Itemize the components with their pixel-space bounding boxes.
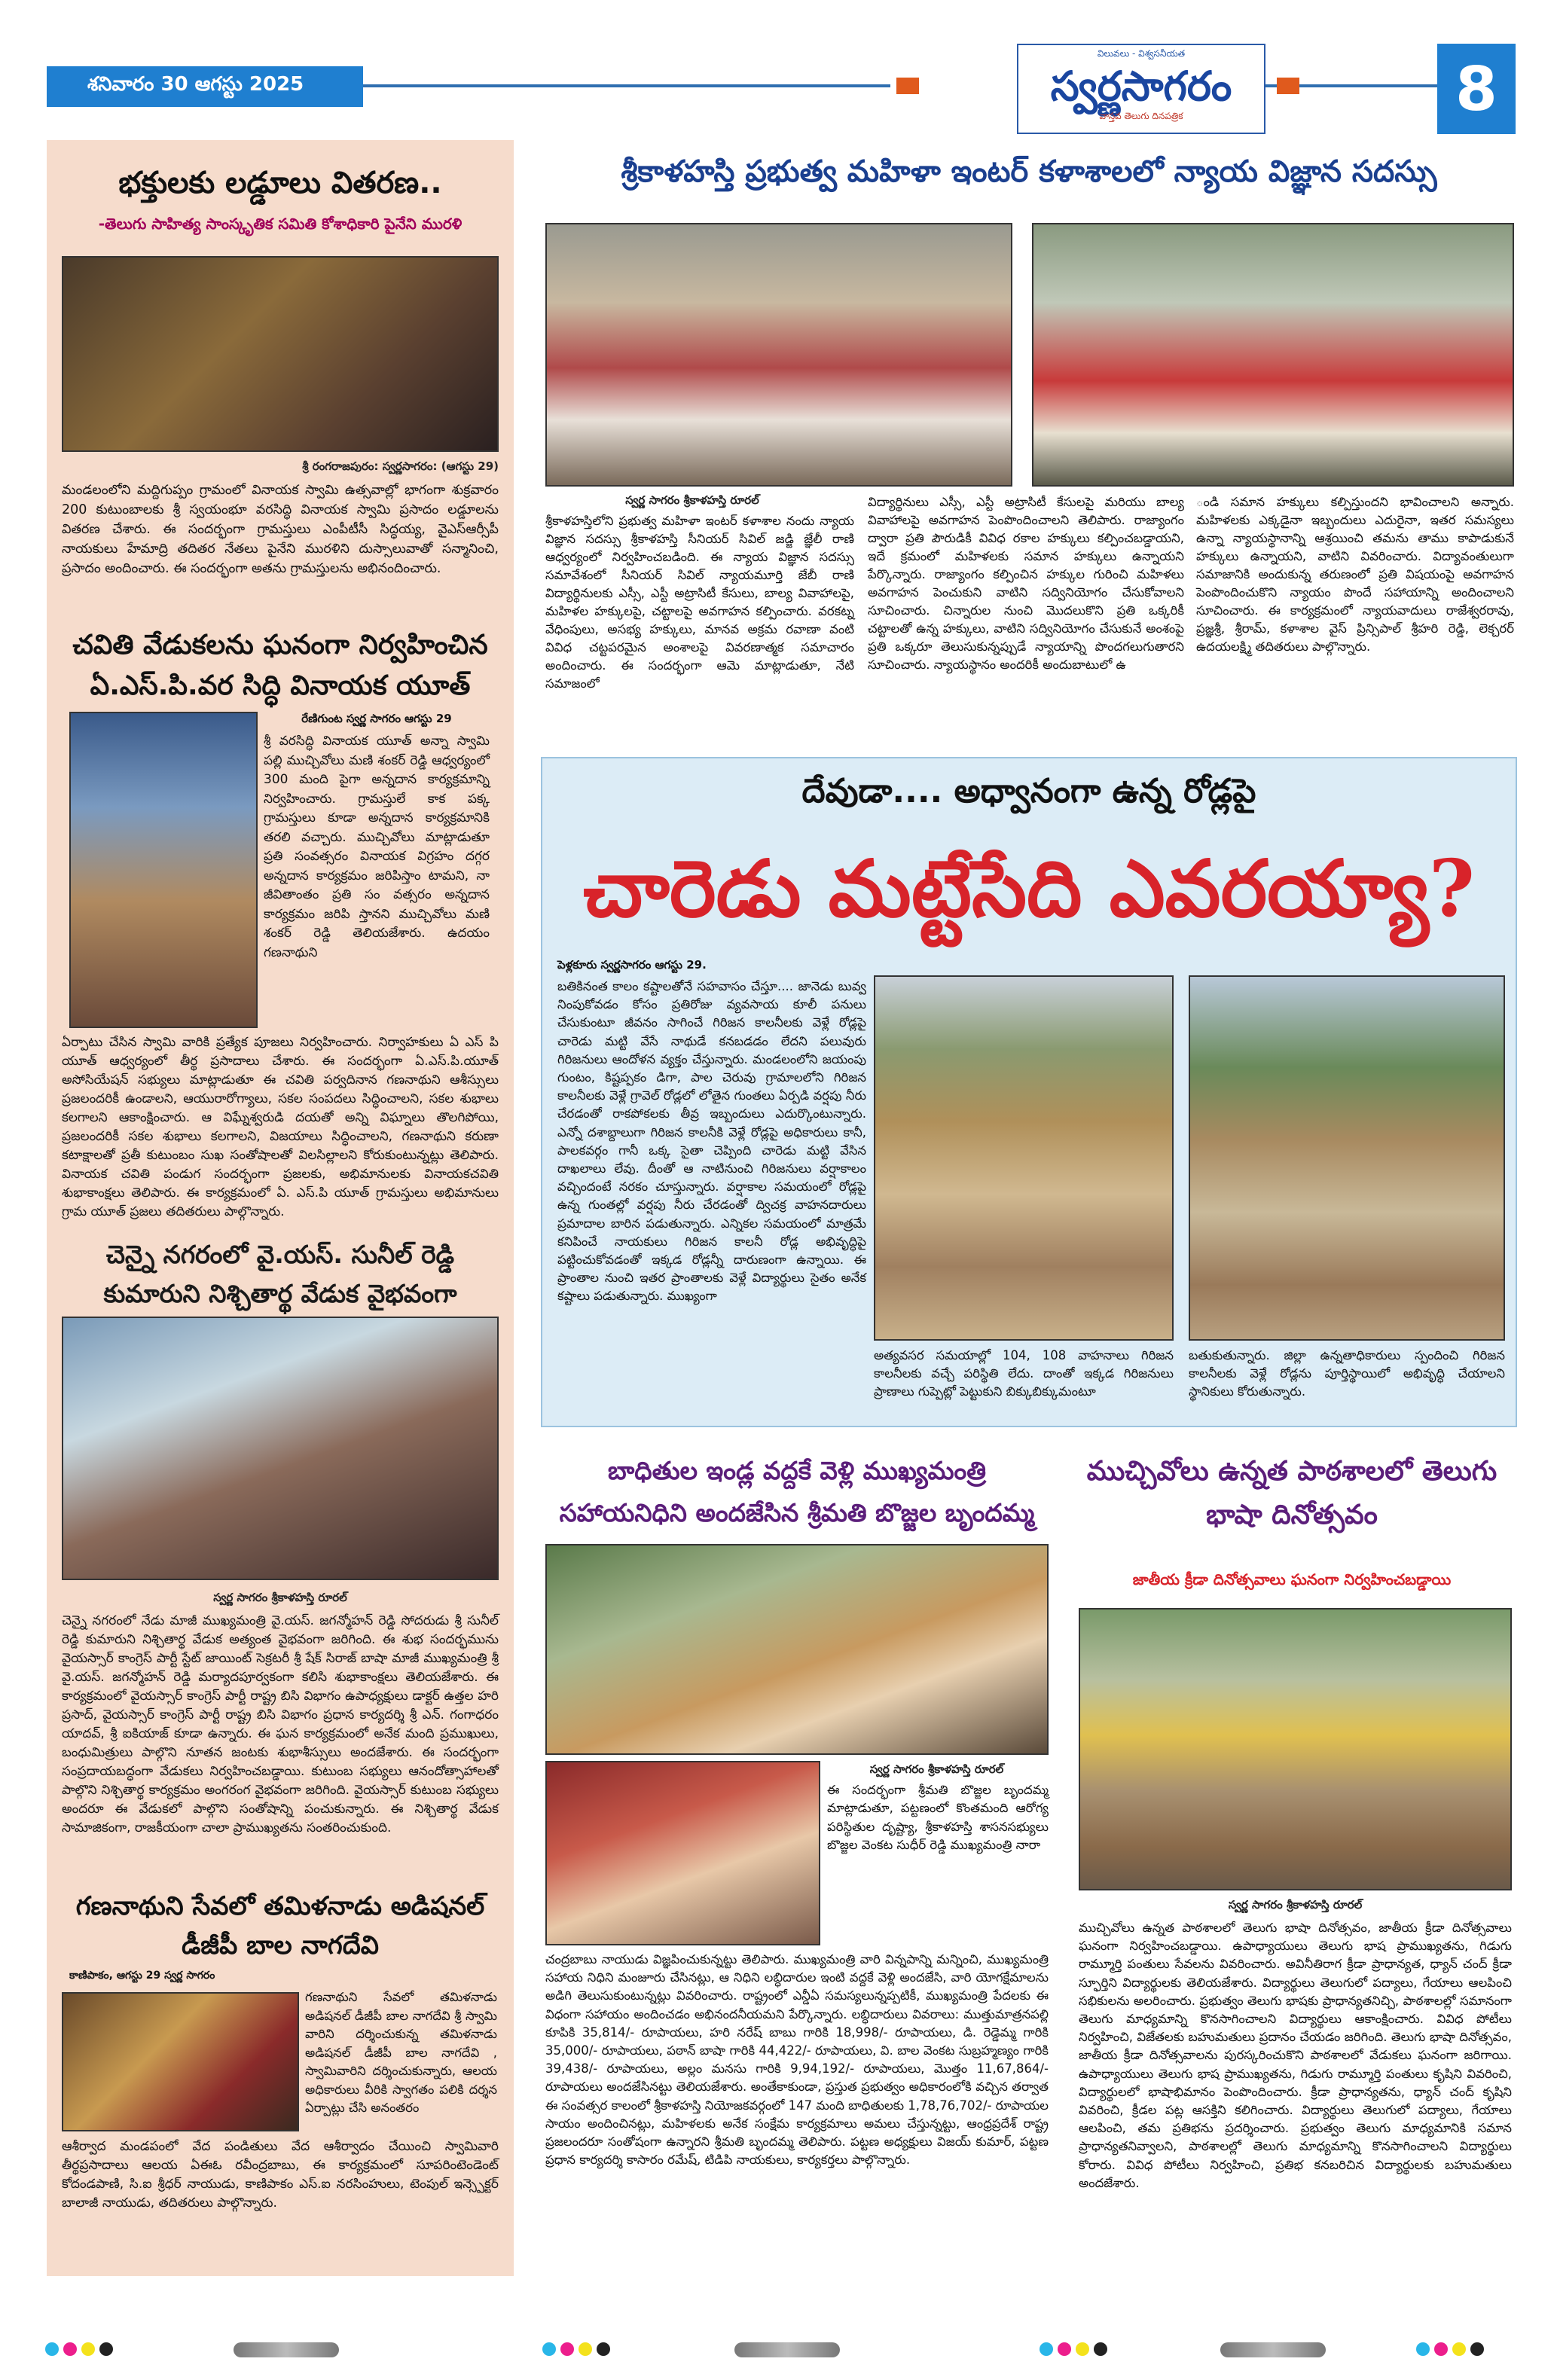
laddu-subhead: -తెలుగు సాహిత్య సాంస్కృతిక సమితి కోశాధికారి పైనేని మురళి bbox=[98, 215, 463, 233]
issue-date: శనివారం 30 ఆగస్టు 2025 bbox=[87, 73, 304, 96]
laddu-headline: భక్తులకు లడ్డూలు వితరణ.. bbox=[118, 166, 442, 200]
chavithi-photo-collage bbox=[69, 712, 258, 1028]
cmyk-dots-2 bbox=[542, 2342, 615, 2359]
laddu-dateline: శ్రీ రంగరాజపురం: స్వర్ణసాగరం: (ఆగస్టు 29) bbox=[302, 459, 499, 473]
chavithi-headline: చవితి వేడుకలను ఘనంగా నిర్వహించిన ఏ.ఎస్.పి.వర సిద్ధి వినాయక యూత్ bbox=[72, 630, 488, 701]
header-rule-left bbox=[363, 84, 890, 87]
telugu-subhead: జాతీయ క్రీడా దినోత్సవాలు ఘనంగా నిర్వహించబడ్డాయి bbox=[1132, 1570, 1452, 1588]
telugu-photo bbox=[1079, 1608, 1512, 1890]
grey-bar-1 bbox=[234, 2342, 339, 2357]
sunil-headline: చెన్నై నగరంలో వై.యస్. సునీల్ రెడ్డి కుమారుని నిశ్చితార్థ వేడుక వైభవంగా bbox=[103, 1240, 457, 1308]
bojjala-caption: స్వర్ణ సాగరం శ్రీకాళహస్తి రూరల్ bbox=[869, 1762, 1004, 1776]
bojjala-body: చంద్రబాబు నాయుడు విజ్ఞపించుకున్నట్టు తెలిపారు. ముఖ్యమంత్రి వారి విన్నపాన్ని మన్నించి, ముఖ్యమంత్రి సహాయ నిధిని మంజూరు చేసినట్లు, ఆ నిధిని లబ్ధిదారుల ఇంటి వద్దకే వెళ్లి అందజేసి, వారి యోగక్షేమాలను అడిగి తెలుసుకుంటున్నట్లు వివరించారు. రాష్ట్రంలో ఎన్డీఏ సమస్యలున్నప్పటికీ, ముఖ్యమంత్రి పేదలకు ఈ విధంగా సహాయం అందించడం అభినందనీయమని పేర్కొన్నారు. లబ్ధిదారులు వివరాలు: ముత్తుమాత్రనపల్లి కూపికి 35,814/- రూపాయలు, హరి నరేష్ బాబు గారికి 18,998/- రూపాయలు, డి. రెడ్డెమ్మ గారికి 35,000/- రూపాయలు, పఠాన్ బాషా గారికి 44,422/- రూపాయలు, వి. బాల వెంకట సుబ్రహ్మణ్యం గారికి 39,438/- రూపాయలు, అల్లం మనసు గారికి 9,94,192/- రూపాయలు, మొత్తం 11,67,864/- రూపాయలు అందజేసినట్టు తెలియజేశారు. అంతేకాకుండా, ప్రస్తుత ప్రభుత్వం అధికారంలోకి వచ్చిన తర్వాత ఈ సంవత్సర కాలంలో శ్రీకాళహస్తి నియోజకవర్గంలో 147 మంది బాధితులకు 1,78,76,702/- రూపాయల సాయం అందించినట్లు, మహిళలకు అనేక సంక్షేమ కార్యక్రమాలు అమలు చేస్తున్నట్టు, ఆంధ్రప్రదేశ్ రాష్ట్ర ప్రజలందరూ సంతోషంగా ఉన్నారని శ్రీమతి బృందమ్మ తెలిపారు. పట్టణ అధ్యక్షులు విజయ్ కుమార్, పట్టణ ప్రధాన కార్యదర్శి కాసారం రమేష్, టిడిపి నాయకులు, కార్యకర్తలు పాల్గొన్నారు. bbox=[545, 1952, 1049, 2168]
nyaya-photo-right bbox=[1032, 223, 1514, 487]
masthead-logo bbox=[1017, 44, 1265, 134]
sunil-photo bbox=[62, 1317, 499, 1580]
ganadhuni-photo bbox=[62, 1992, 299, 2131]
roads-dateline: పెళ్లకూరు స్వర్ణసాగరం ఆగస్టు 29. bbox=[557, 958, 707, 972]
print-registration-strip bbox=[0, 2335, 1557, 2365]
bojjala-body-side: ఈ సందర్భంగా శ్రీమతి బొజ్జల బృందమ్మ మాట్లాడుతూ, పట్టణంలో కొంతమంది ఆరోగ్య పరిస్థితుల దృష్ట్యా, శ్రీకాళహస్తి శాసనసభ్యులు బొజ్జల వెంకట సుధీర్ రెడ్డి ముఖ్యమంత్రి నారా bbox=[827, 1783, 1049, 1853]
telugu-caption: స్వర్ణ సాగరం శ్రీకాళహస్తి రూరల్ bbox=[1228, 1898, 1363, 1912]
chavithi-body: ఏర్పాటు చేసిన స్వామి వారికి ప్రత్యేక పూజలు నిర్వహించారు. నిర్వాహకులు ఏ ఎస్ పి యూత్ ఆధ్వర్యంలో తీర్థ ప్రసాదాలు చేశారు. ఈ సందర్భంగా ఏ.ఎస్.పి.యూత్ అసోసియేషన్ సభ్యులు మాట్లాడుతూ ఈ చవితి పర్వదినాన గణనాథుని ఆశీస్సులు ప్రజలందరికీ ఉండాలని, ఆయురారోగ్యాలు, సకల సంపదలు సిద్ధించాలని, సకల శుభాలు కలగాలని ఆకాంక్షించారు. ఆ విఘ్నేశ్వరుడి దయతో అన్ని విఘ్నాలు తొలగిపోయి, ప్రజలందరికీ సకల శుభాలు కలగాలని, విజయాలు సిద్ధించాలని, గణనాథుని కరుణా కటాక్షాలతో ప్రతీ కుటుంబం సుఖ సంతోషాలతో విలసిల్లాలని కోరుకుంటున్నట్లు తెలిపారు. వినాయక చవితి పండుగ సందర్భంగా ప్రజలకు, అభిమానులకు వినాయకచవితి శుభాకాంక్షలు తెలిపారు. ఈ కార్యక్రమంలో ఏ. ఎస్.పి యూత్ గ్రామస్తులు అభిమానులు గ్రామ యూత్ ప్రజలు తదితరులు పాల్గొన్నారు. bbox=[62, 1035, 499, 1219]
chavithi-body-side: శ్రీ వరసిద్ధి వినాయక యూత్ అన్నా స్వామి పల్లి ముచ్చివోలు మణి శంకర్ రెడ్డి ఆధ్వర్యంలో 300 మంది పైగా అన్నదాన కార్యక్రమాన్ని నిర్వహించారు. గ్రామస్తులే కాక పక్క గ్రామస్తులు కూడా అన్నదాన కార్యక్రమానికి తరలి వచ్చారు. ముచ్చివోలు మాట్లాడుతూ ప్రతి సంవత్సరం వినాయక విగ్రహం దగ్గర అన్నదాన కార్యక్రమం జరిపిస్తాం టామని, నా జీవితాంతం ప్రతి సం వత్సరం అన్నదాన కార్యక్రమం జరిపి స్తానని ముచ్చివోలు మణి శంకర్ రెడ్డి తెలియజేశారు. ఉదయం గణనాథుని bbox=[264, 734, 490, 960]
masthead-tagline: విలువలు - విశ్వసనీయత bbox=[1097, 48, 1186, 59]
ganadhuni-dateline: కాణిపాకం, ఆగస్టు 29 స్వర్ణ సాగరం bbox=[69, 1970, 215, 1982]
telugu-headline: ముచ్చివోలు ఉన్నత పాఠశాలలో తెలుగు భాషా దినోత్సవం bbox=[1086, 1456, 1497, 1530]
header-rule-box-right bbox=[1277, 78, 1299, 94]
cmyk-dots-3 bbox=[1040, 2342, 1112, 2359]
chavithi-dateline: రేణిగుంట స్వర్ణ సాగరం ఆగస్టు 29 bbox=[301, 712, 452, 725]
roads-photo-right bbox=[1189, 975, 1505, 1341]
nyaya-col2: విద్యార్థినులు ఎస్సీ, ఎస్టీ అట్రాసిటీ కేసులపై మరియు బాల్య వివాహాలపై అవగాహన పెంపొందించాలని తెలిపారు. రాజ్యాంగం ద్వారా ప్రతి పౌరుడికీ వివిధ రకాల హక్కులు కల్పించబడ్డాయని, ఇదే క్రమంలో మహిళలకు సమాన హక్కులు ఉన్నాయని పేర్కొన్నారు. రాజ్యాంగం కల్పించిన హక్కుల గురించి మహిళలు అవగాహన పెంచుకుని వాటిని సద్వినియోగం చేసుకోవాలని సూచించారు. చిన్నారుల నుంచి మొదలుకొని ప్రతి ఒక్కరికీ చట్టాలతో ఉన్న హక్కులు, వాటిని సద్వినియోగం చేసుకునే అంశంపై ప్రతి ఒక్కరూ తెలుసుకున్నప్పుడే న్యాయాన్ని పొందగలుగుతారని సూచించారు. న్యాయస్థానం అందరికీ అందుబాటులో ఉ bbox=[868, 495, 1184, 672]
grey-bar-3 bbox=[1220, 2342, 1326, 2357]
roads-kicker: దేవుడా.... అధ్వానంగా ఉన్న రోడ్లపై bbox=[801, 772, 1256, 810]
roads-photo1-caption: అత్యవసర సమయాల్లో 104, 108 వాహనాలు గిరిజన కాలనీలకు వచ్చే పరిస్థితి లేదు. దాంతో ఇక్కడ గిరిజనులు ప్రాణాలు గుప్పెట్లో పెట్టుకుని బిక్కుబిక్కుమంటూ bbox=[874, 1348, 1174, 1399]
grey-bar-2 bbox=[734, 2342, 840, 2357]
roads-body: బతికినంత కాలం కష్టాలతోనే సహవాసం చేస్తూ.... జానెడు బువ్వ నింపుకోవడం కోసం ప్రతిరోజు వ్యవసాయ కూలీ పనులు చేసుకుంటూ జీవనం సాగించే గిరిజన కాలనీలకు వెళ్లే రోడ్లపై చారెడు మట్టి వేసే నాథుడే కనబడడం లేదని పలువురు గిరిజనులు ఆందోళన వ్యక్తం చేస్తున్నారు. మండలంలోని జయంపు గుంటం, కిష్టప్పకం డిగా, పాల చెరువు గ్రామాలలోని గిరిజన కాలనీలకు వెళ్లే గ్రావెల్ రోడ్లలో లోతైన గుంతలు ఏర్పడి వర్షపు నీరు చేరడంతో రాకపోకలకు తీవ్ర ఇబ్బందులు ఎదుర్కొంటున్నారు. ఎన్నో దశాబ్దాలుగా గిరిజన కాలనీకి వెళ్లే రోడ్లపై అధికారులు కానీ, పాలకవర్గం గానీ ఒక్క సైతా చెప్పింది చారెడు మట్టి వేసిన దాఖలాలు లేవు. దీంతో ఆ నాటినుంచి గిరిజనులు వర్షాకాలం వచ్చిందంటే నరకం చూస్తున్నారు. వర్షాకాల సమయంలో రోడ్లపై ఉన్న గుంతల్లో వర్షపు నీరు చేరడంతో ద్విచక్ర వాహనదారులు ప్రమాదాల బారిన పడుతున్నారు. ఎన్నికల సమయంలో మాత్రమే కనిపించే నాయకులు గిరిజన కాలనీ రోడ్ల అభివృద్ధిపై పట్టించుకోవడంతో ఇక్కడ రోడ్లన్నీ దారుణంగా ఉన్నాయి. ఈ ప్రాంతాల నుంచి ఇతర ప్రాంతాలకు వెళ్లే విద్యార్థులు సైతం అనేక కష్టాలు పడుతున్నారు. ముఖ్యంగా bbox=[557, 979, 866, 1304]
nyaya-col3: ండి సమాన హక్కులు కల్పిస్తుందని భావించాలని అన్నారు. మహిళలకు ఎక్కడైనా ఇబ్బందులు ఎదురైనా, ఇతర సమస్యలు ఉన్నా న్యాయస్థానాన్ని ఆశ్రయించి తమను తాము కాపాడుకునే హక్కులు ఉన్నాయని, వాటిని వివరించారు. విద్యావంతులుగా సమాజానికి అందుకున్న తరుణంలో ప్రతి విషయంపై అవగాహన పెంపొందించుకొని న్యాయం పొందే సహాయాన్ని అందించాలని సూచించారు. ఈ కార్యక్రమంలో న్యాయవాదులు రాజేశ్వరరావు, ప్రజ్ఞశ్రీ, శ్రీరామ్, కళాశాల వైస్ ప్రిన్సిపాల్ శ్రీహరి రెడ్డి, లెక్చరర్ ఉదయలక్ష్మి తదితరులు పాల్గొన్నారు. bbox=[1196, 495, 1514, 654]
masthead-subtitle: వాస్తవ తెలుగు దినపత్రిక bbox=[1099, 111, 1183, 121]
masthead-name: స్వర్ణసాగరం bbox=[1050, 62, 1232, 110]
cmyk-dots-1 bbox=[45, 2342, 118, 2359]
nyaya-caption: స్వర్ణ సాగరం శ్రీకాళహస్తి రూరల్ bbox=[625, 493, 759, 507]
telugu-body: ముచ్చివోలు ఉన్నత పాఠశాలలో తెలుగు భాషా దినోత్సవం, జాతీయ క్రీడా దినోత్సవాలు ఘనంగా నిర్వహించబడ్డాయి. ఉపాధ్యాయులు తెలుగు భాష ప్రాముఖ్యతను, గిడుగు రామ్మూర్తి పంతులు సేవలను వివరించారు. అవినీతిరాగ క్రీడా ప్రాధాన్యత, ధ్యాన్ చంద్ క్రీడా స్ఫూర్తిని విద్యార్థులకు తెలియజేశారు. విద్యార్థులు తెలుగులో పద్యాలు, గేయాలు ఆలపించి సభికులను అలరించారు. ప్రభుత్వం తెలుగు భాషకు ప్రాధాన్యతనిచ్చి, పాఠశాలల్లో సమానంగా తెలుగు మాధ్యమాన్ని కొనసాగించాలని విద్యార్థులు ఆకాంక్షించారు. వివిధ పోటీలు నిర్వహించి, విజేతలకు బహుమతులు ప్రదానం చేయడం జరిగింది. తెలుగు భాషా దినోత్సవం, జాతీయ క్రీడా దినోత్సవాలను పురస్కరించుకొని పాఠశాలలో వేడుకలు ఘనంగా జరిగాయి. ఉపాధ్యాయులు తెలుగు భాష ప్రాముఖ్యతను, గిడుగు రామ్మూర్తి పంతులు కృషిని వివరించి, విద్యార్థులలో భాషాభిమానం పెంపొందించారు. క్రీడా ప్రాధాన్యతను, ధ్యాన్ చంద్ కృషిని వివరించి, క్రీడల పట్ల ఆసక్తిని కలిగించారు. విద్యార్థులు తెలుగులో పద్యాలు, గేయాలు ఆలపించి, తమ ప్రతిభను ప్రదర్శించారు. ప్రభుత్వం తెలుగు మాధ్యమానికి సమాన ప్రాధాన్యతనివ్వాలని, పాఠశాలల్లో తెలుగు మాధ్యమాన్ని కొనసాగించాలని విద్యార్థులు కోరారు. వివిధ పోటీలు నిర్వహించి, ప్రతిభ కనబరిచిన విద్యార్థులకు బహుమతులు అందజేశారు. bbox=[1079, 1921, 1512, 2190]
sunil-body: చెన్నై నగరంలో నేడు మాజీ ముఖ్యమంత్రి వై.యస్. జగన్మోహన్ రెడ్డి సోదరుడు శ్రీ సునీల్ రెడ్డి కుమారుని నిశ్చితార్థ వేడుక అత్యంత వైభవంగా జరిగింది. ఈ శుభ సందర్భమును వైయస్సార్ కాంగ్రెస్ పార్టీ స్టేట్ జాయింట్ సెక్రటరీ శ్రీ షేక్ సిరాజ్ బాషా మాజీ ముఖ్యమంత్రి శ్రీ వై.యస్. జగన్మోహన్ రెడ్డి మర్యాదపూర్వకంగా కలిసి శుభాకాంక్షలు తెలియజేశారు. ఈ కార్యక్రమంలో వైయస్సార్ కాంగ్రెస్ పార్టీ రాష్ట్ర బిసి విభాగం ఉపాధ్యక్షులు డాక్టర్ ఉత్తల హరి ప్రసాద్, వైయస్సార్ కాంగ్రెస్ పార్టీ రాష్ట్ర బిసి విభాగం ప్రధాన కార్యదర్శి శ్రీ ఎన్. గంగాధరం యాదవ్, శ్రీ ఐకియాజ్ కూడా ఉన్నారు. ఈ ఘన కార్యక్రమంలో అనేక మంది ప్రముఖులు, బంధుమిత్రులు పాల్గొని నూతన జంటకు శుభాశీస్సులు అందజేశారు. ఈ సందర్భంగా సంప్రదాయబద్ధంగా వేడుకలు నిర్వహించబడ్డాయి. కుటుంబ సభ్యులు ఆనందోత్సాహాలతో పాల్గొని నిశ్చితార్థ కార్యక్రమం అంగరంగ వైభవంగా జరిగింది. వైయస్సార్ కుటుంబ సభ్యులు అందరూ ఈ వేడుకలో పాల్గొని సంతోషాన్ని పంచుకున్నారు. ఈ నిశ్చితార్థ వేడుక సామాజికంగా, రాజకీయంగా చాలా ప్రాముఖ్యతను సంతరించుకుంది. bbox=[62, 1613, 499, 1835]
nyaya-col1: శ్రీకాళహస్తిలోని ప్రభుత్వ మహిళా ఇంటర్ కళాశాల నందు న్యాయ విజ్ఞాన సదస్సు శ్రీకాళహస్తి సీనియర్ సివిల్ జడ్జి జ్ఞేలీ రాణి ఆధ్వర్యంలో నిర్వహించబడింది. ఈ న్యాయ విజ్ఞాన సదస్సు సమావేశంలో సీనియర్ సివిల్ న్యాయమూర్తి జేబీ రాణి విద్యార్థినులకు ఎస్సీ, ఎస్టీ అట్రాసిటీ కేసులు, బాల్య వివాహాలపై, మహిళల హక్కులపై, చట్టాలపై అవగాహన కల్పించారు. వరకట్న వేధింపులు, అసభ్య హక్కులు, మానవ అక్రమ రవాణా వంటి వివిధ చట్టపరమైన అంశాలపై వివరణాత్మక సమాచారం అందించారు. ఈ సందర్భంగా ఆమె మాట్లాడుతూ, నేటి సమాజంలో bbox=[545, 514, 854, 691]
roads-photo2-caption: బతుకుతున్నారు. జిల్లా ఉన్నతాధికారులు స్పందించి గిరిజన కాలనీలకు వెళ్లే రోడ్లను పూర్తిస్థాయిలో అభివృద్ధి చేయాలని స్థానికులు కోరుతున్నారు. bbox=[1189, 1348, 1505, 1399]
laddu-body: మండలంలోని మద్దిగుప్పం గ్రామంలో వినాయక స్వామి ఉత్సవాల్లో భాగంగా శుక్రవారం 200 కుటుంబాలకు శ్రీ స్వయంభూ వరసిద్ధి వినాయక స్వామి ప్రసాదం లడ్డూలను వితరణ చేశారు. ఈ సందర్భంగా గ్రామస్తులు ఎంపీటీసీ సిద్ధయ్య, వైఎస్ఆర్సీపీ నాయకులు హేమాద్రి తదితర నేతలు పైనేని మురళిని దుస్సాలువాతో సన్మానించి, ప్రసాదం అందించారు. ఈ సందర్భంగా అతను గ్రామస్తులను అభినందించారు. bbox=[62, 483, 499, 576]
laddu-photo bbox=[62, 256, 499, 452]
nyaya-photo-left bbox=[545, 223, 1012, 487]
header-rule-box-left bbox=[896, 78, 919, 94]
date-bar bbox=[47, 66, 363, 107]
roads-headline: చారెడు మట్టేసేది ఎవరయ్యా? bbox=[583, 842, 1475, 935]
ganadhuni-headline: గణనాథుని సేవలో తమిళనాడు అడిషనల్ డీజీపీ బాల నాగదేవి bbox=[75, 1891, 485, 1960]
page-number: 8 bbox=[1437, 44, 1516, 134]
bojjala-photo-top bbox=[545, 1544, 1049, 1755]
cmyk-dots-4 bbox=[1416, 2342, 1488, 2359]
bojjala-headline: బాధితుల ఇండ్ల వద్దకే వెళ్లి ముఖ్యమంత్రి సహాయనిధిని అందజేసిన శ్రీమతి బొజ్జల బృందమ్మ bbox=[559, 1456, 1035, 1527]
bojjala-photo-bottom bbox=[545, 1761, 820, 1945]
roads-photo-left bbox=[874, 975, 1174, 1341]
ganadhuni-body: ఆశీర్వాద మండపంలో వేద పండితులు వేద ఆశీర్వాదం చేయించి స్వామివారి తీర్థప్రసాదాలు ఆలయ ఏఈఓ రవీంద్రబాబు, ఈ కార్యక్రమంలో సూపరింటెండెంట్ కోదండపాణి, సి.ఐ శ్రీధర్ నాయుడు, కాణిపాకం ఎస్.ఐ నరసింహులు, టెంపుల్ ఇన్స్పెక్టర్ బాలాజీ నాయుడు, తదితరులు పాల్గొన్నారు. bbox=[62, 2139, 499, 2211]
sunil-caption: స్వర్ణ సాగరం శ్రీకాళహస్తి రూరల్ bbox=[213, 1591, 347, 1604]
nyaya-headline: శ్రీకాళహస్తి ప్రభుత్వ మహిళా ఇంటర్ కళాశాలలో న్యాయ విజ్ఞాన సదస్సు bbox=[621, 154, 1437, 189]
ganadhuni-body-side: గణనాథుని సేవలో తమిళనాడు అడిషనల్ డీజీపీ బాల నాగదేవి శ్రీ స్వామి వారిని దర్శించుకున్న తమిళనాడు అడిషనల్ డీజీపీ బాల నాగదేవి , స్వామివారిని దర్శించుకున్నారు, ఆలయ అధికారులు వీరికి స్వాగతం పలికి దర్శన ఏర్పాట్లు చేసి అనంతరం bbox=[305, 1990, 497, 2115]
